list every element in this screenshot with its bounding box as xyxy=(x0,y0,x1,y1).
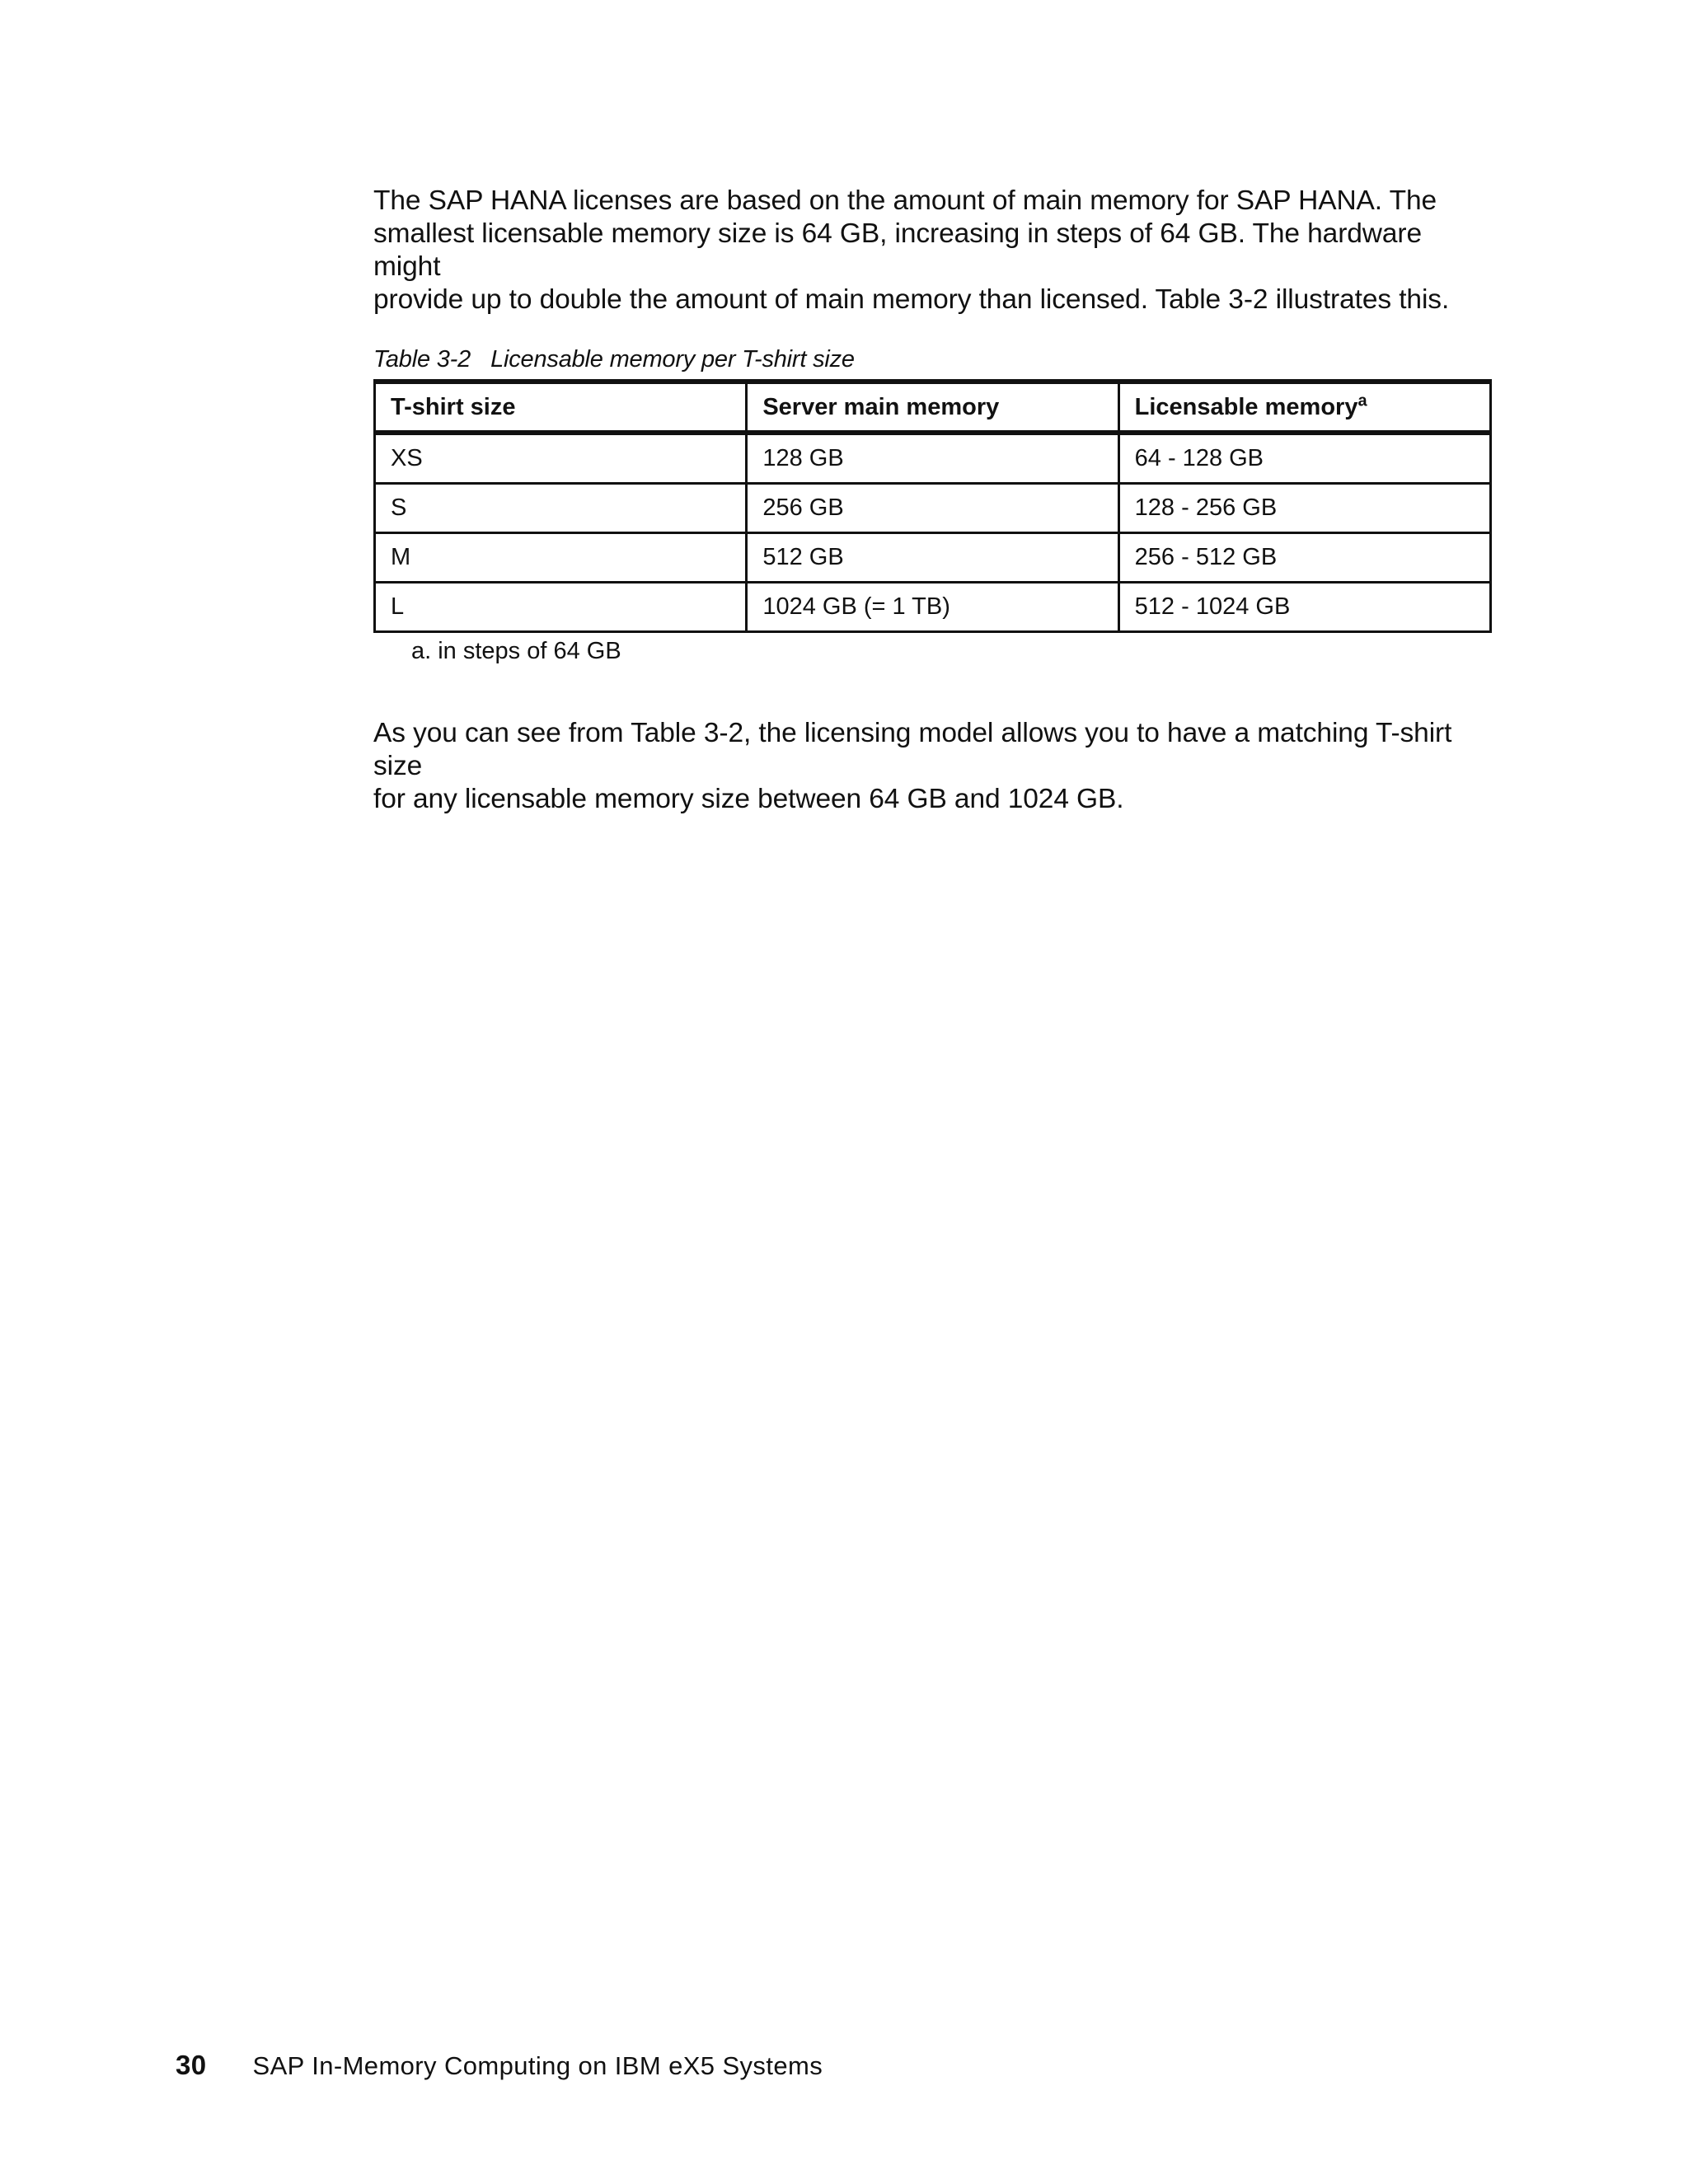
table-row xyxy=(375,533,1491,583)
table-cell: 256 - 512 GB xyxy=(1118,533,1490,583)
intro-paragraph xyxy=(373,185,1492,316)
table-footnote: a. in steps of 64 GB xyxy=(411,638,621,664)
page-number: 30 xyxy=(176,2050,207,2080)
table-cell: 512 - 1024 GB xyxy=(1118,583,1490,632)
table-row xyxy=(375,583,1491,632)
table-caption-title: Licensable memory per T-shirt size xyxy=(490,346,855,373)
licensable-memory-table xyxy=(373,379,1492,633)
header-licensable-memory: Licensable memory$^a$ xyxy=(1118,382,1490,433)
footnote-marker: a xyxy=(1357,391,1367,410)
conclusion-paragraph xyxy=(373,717,1492,816)
intro-line: provide up to double the amount of main memory than licensed. Table 3-2 illustrates this. xyxy=(373,284,1450,315)
table-cell: S xyxy=(375,484,747,533)
table-row xyxy=(375,484,1491,533)
header-server-main-memory: Server main memory xyxy=(747,382,1118,433)
table-cell: 128 - 256 GB xyxy=(1118,484,1490,533)
table-cell: 128 GB xyxy=(747,433,1118,484)
table-cell: 512 GB xyxy=(747,533,1118,583)
book-title: SAP In-Memory Computing on IBM eX5 Systems xyxy=(252,2051,823,2080)
table-header-row xyxy=(375,382,1491,433)
intro-line: smallest licensable memory size is 64 GB, increasing in steps of 64 GB. The hardware might xyxy=(373,218,1422,282)
table-cell: 256 GB xyxy=(747,484,1118,533)
table-cell: 64 - 128 GB xyxy=(1118,433,1490,484)
table-caption xyxy=(373,343,1492,376)
table-caption-number: Table 3-2 xyxy=(373,346,471,373)
conclusion-line: for any licensable memory size between 64 GB and 1024 GB. xyxy=(373,784,1124,814)
conclusion-line: As you can see from Table 3-2, the licensing model allows you to have a matching T-shirt size xyxy=(373,718,1452,781)
table-row xyxy=(375,433,1491,484)
page-content xyxy=(373,185,1492,816)
table-cell: 1024 GB (= 1 TB) xyxy=(747,583,1118,632)
table-cell: M xyxy=(375,533,747,583)
intro-line: The SAP HANA licenses are based on the amount of main memory for SAP HANA. The xyxy=(373,185,1437,216)
table-cell: XS xyxy=(375,433,747,484)
header-tshirt-size: T-shirt size xyxy=(375,382,747,433)
table-cell: L xyxy=(375,583,747,632)
page-footer xyxy=(176,2049,823,2082)
